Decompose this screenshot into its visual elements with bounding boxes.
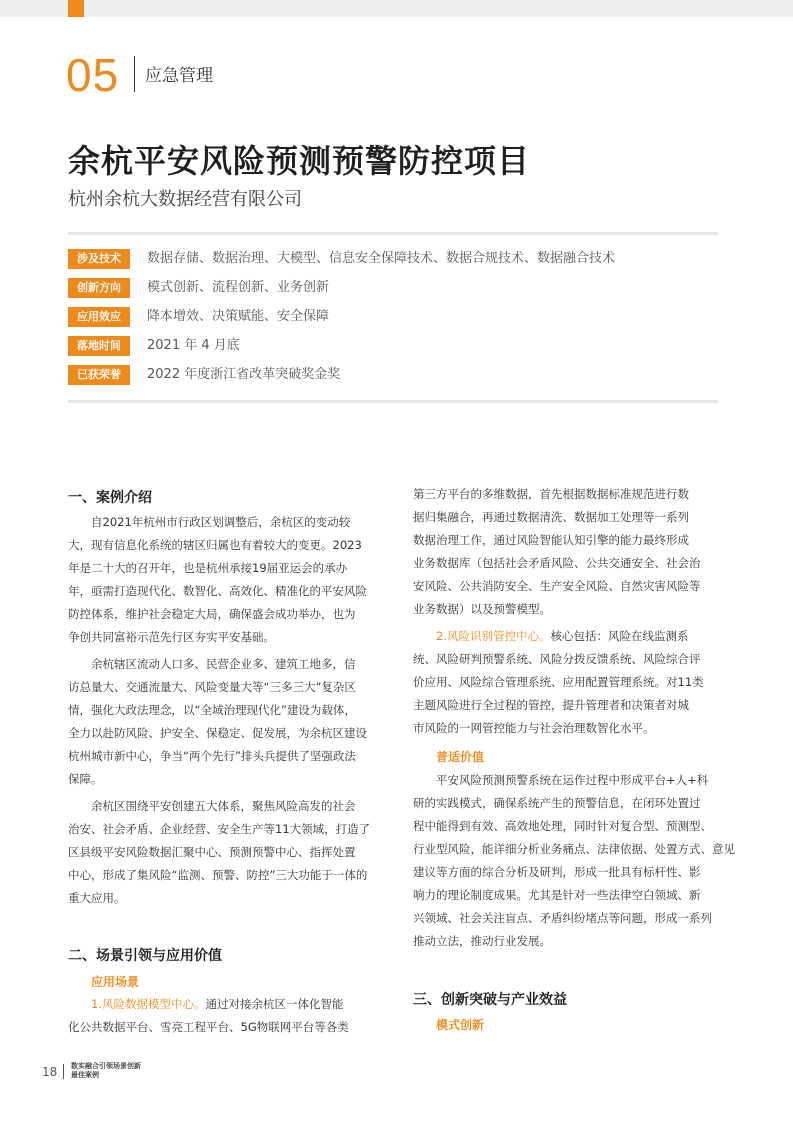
- info-box: [68, 232, 718, 403]
- paragraph-line: 业务数据库（包括社会矛盾风险、公共交通安全、社会治: [413, 556, 701, 570]
- info-value: 2021 年 4 月底: [147, 338, 240, 353]
- paragraph-line: 重大应用。: [68, 891, 126, 905]
- paragraph-line: 推动立法，推动行业发展。: [413, 934, 551, 948]
- page-title: 余杭平安风险预测预警防控项目: [68, 142, 531, 180]
- info-value: 降本增效、决策赋能、安全保障: [147, 309, 330, 324]
- footer-caption: [71, 1062, 141, 1080]
- info-label: 应用效应: [68, 307, 130, 327]
- paragraph-line: 杭州城市新中心，争当“两个先行”排头兵提供了坚强政法: [68, 749, 356, 763]
- paragraph-line: 业务数据）以及预警模型。: [413, 602, 551, 616]
- paragraph-line: 情，强化大政法理念，以“全域治理现代化”建设为载体，: [68, 703, 356, 717]
- subheading-innovation: 模式创新: [436, 1018, 485, 1032]
- paragraph-line: 中心，形成了集风险“监测、预警、防控”三大功能于一体的: [68, 868, 368, 882]
- paragraph-line: 争创共同富裕示范先行区夯实平安基础。: [68, 630, 275, 644]
- paragraph-line: 区县级平安风险数据汇聚中心、预测预警中心、指挥处置: [68, 845, 356, 859]
- paragraph-line: 年是二十大的召开年，也是杭州承接19届亚运会的承办: [68, 561, 348, 575]
- paragraph-line: 建议等方面的综合分析及研判，形成一批具有标杆性、影: [413, 865, 701, 879]
- footer-line-1: 数实融合引领场景创新: [71, 1062, 141, 1070]
- heading-case-intro: 一、案例介绍: [68, 490, 152, 506]
- paragraph-line: 平安风险预测预警系统在运作过程中形成平台+人+科: [436, 773, 709, 787]
- info-value: 数据存储、数据治理、大模型、信息安全保障技术、数据合规技术、数据融合技术: [147, 251, 616, 266]
- info-label: 涉及技术: [68, 249, 130, 269]
- paragraph-line: 余杭辖区流动人口多、民营企业多、建筑工地多，信: [91, 657, 356, 671]
- top-bar: [0, 0, 793, 17]
- subheading-scene: 应用场景: [91, 975, 140, 989]
- paragraph-line: 余杭区围绕平安创建五大体系，聚焦风险高发的社会: [91, 799, 356, 813]
- info-label: 已获荣誉: [68, 365, 130, 385]
- info-value: 2022 年度浙江省改革突破奖金奖: [147, 367, 341, 382]
- paragraph-line: 自2021年杭州市行政区划调整后，余杭区的变动较: [91, 515, 351, 529]
- paragraph-line: 化公共数据平台、雪亮工程平台、5G物联网平台等各类: [68, 1020, 349, 1034]
- info-value: 模式创新、流程创新、业务创新: [147, 280, 330, 295]
- footer-divider: [63, 1064, 64, 1079]
- page-number: 18: [42, 1065, 58, 1079]
- paragraph-line: 全力以赴防风险、护安全、保稳定、促发展，为余杭区建设: [68, 726, 367, 740]
- paragraph-line: 兴领域、社会关注盲点、矛盾纠纷堵点等问题，形成一系列: [413, 911, 712, 925]
- item-text: 核心包括：风险在线监测系: [550, 629, 689, 643]
- info-label: 落地时间: [68, 336, 130, 356]
- paragraph-line: 数据治理工作，通过风险智能认知引擎的能力最终形成: [413, 533, 689, 547]
- paragraph-line: 价应用、风险综合管理系统、应用配置管理系统。对11类: [413, 675, 704, 689]
- paragraph-line: 据归集融合，再通过数据清洗、数据加工处理等一系列: [413, 510, 689, 524]
- paragraph-line: 大，现有信息化系统的辖区归属也有着较大的变更。2023: [68, 538, 362, 552]
- paragraph-line: 市风险的一网管控能力与社会治理数智化水平。: [413, 721, 655, 735]
- paragraph-line: 防控体系，维护社会稳定大局，确保盛会成功举办，也为: [68, 607, 356, 621]
- section-divider: [134, 56, 135, 92]
- paragraph-line: [91, 996, 343, 1013]
- paragraph-line: 治安、社会矛盾、企业经营、安全生产等11大领域，打造了: [68, 822, 371, 836]
- paragraph-line: 程中能得到有效、高效地处理，同时针对复合型、预测型、: [413, 819, 712, 833]
- section-number: 05: [66, 49, 120, 101]
- company-name: 杭州余杭大数据经营有限公司: [68, 189, 302, 210]
- paragraph-line: 保障。: [68, 772, 103, 786]
- paragraph-line: 行业型风险，能详细分析业务痛点、法律依据、处置方式、意见: [413, 842, 735, 856]
- paragraph-line: 安风险、公共消防安全、生产安全风险、自然灾害风险等: [413, 579, 701, 593]
- section-name: 应急管理: [145, 66, 213, 86]
- item-lead: 1.风险数据模型中心。: [91, 997, 206, 1011]
- footer-line-2: 最佳案例: [71, 1071, 99, 1079]
- info-label: 创新方向: [68, 278, 130, 298]
- heading-innovation: 三、创新突破与产业效益: [413, 992, 567, 1008]
- top-bar-accent: [68, 0, 84, 17]
- paragraph-line: 访总量大、交通流量大、风险变量大等“三多三大”复杂区: [68, 680, 356, 694]
- paragraph-line: [436, 628, 688, 645]
- item-lead: 2.风险识别管控中心。: [436, 629, 551, 643]
- subheading-value: 普适价值: [436, 750, 485, 764]
- paragraph-line: 统、风险研判预警系统、风险分拨反馈系统、风险综合评: [413, 652, 701, 666]
- paragraph-line: 响力的理论制度成果。尤其是针对一些法律空白领域、新: [413, 888, 701, 902]
- paragraph-line: 年，亟需打造现代化、数智化、高效化、精准化的平安风险: [68, 584, 367, 598]
- item-text: 通过对接余杭区一体化智能: [205, 997, 344, 1011]
- heading-scene-value: 二、场景引领与应用价值: [68, 948, 222, 964]
- paragraph-line: 研的实践模式，确保系统产生的预警信息，在闭环处置过: [413, 796, 701, 810]
- paragraph-line: 第三方平台的多维数据，首先根据数据标准规范进行数: [413, 487, 689, 501]
- paragraph-line: 主题风险进行全过程的管控，提升管理者和决策者对城: [413, 698, 689, 712]
